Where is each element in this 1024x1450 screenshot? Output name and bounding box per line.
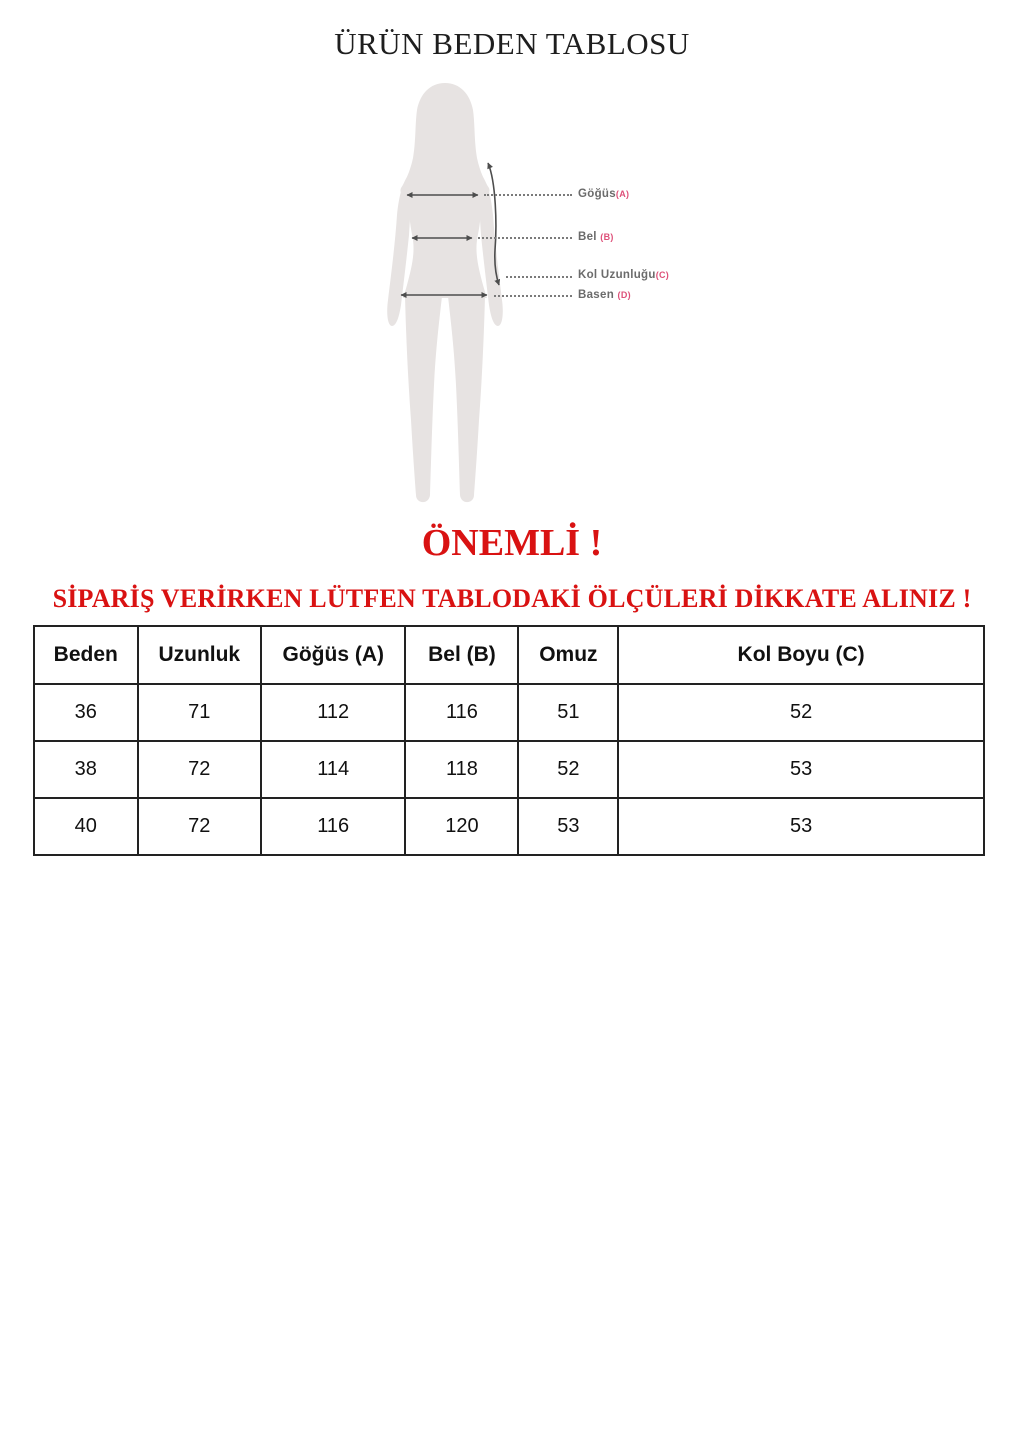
leader-line-chest xyxy=(484,194,572,196)
table-cell: 72 xyxy=(138,798,262,855)
size-table xyxy=(33,625,985,856)
measure-label-waist xyxy=(578,231,614,243)
leader-line-arm xyxy=(506,276,572,278)
table-cell: 51 xyxy=(518,684,618,741)
measure-label-waist-text: Bel xyxy=(578,231,597,243)
measure-label-chest xyxy=(578,188,629,200)
table-row xyxy=(34,684,984,741)
table-header-cell: Uzunluk xyxy=(138,626,262,684)
table-cell: 52 xyxy=(618,684,984,741)
table-cell: 120 xyxy=(405,798,518,855)
table-cell: 114 xyxy=(261,741,405,798)
size-table-body xyxy=(34,684,984,855)
table-cell: 53 xyxy=(518,798,618,855)
measure-label-hip xyxy=(578,289,631,301)
page-title: ÜRÜN BEDEN TABLOSU xyxy=(334,26,690,61)
table-cell: 38 xyxy=(34,741,138,798)
table-cell: 52 xyxy=(518,741,618,798)
warning-text: SİPARİŞ VERİRKEN LÜTFEN TABLODAKİ ÖLÇÜLERİ DİKKATE ALINIZ ! xyxy=(52,584,972,613)
size-table-head xyxy=(34,626,984,684)
table-cell: 71 xyxy=(138,684,262,741)
table-cell: 40 xyxy=(34,798,138,855)
table-cell: 53 xyxy=(618,798,984,855)
table-cell: 112 xyxy=(261,684,405,741)
silhouette-left-leg xyxy=(405,296,442,502)
measure-label-hip-letter: (D) xyxy=(617,290,631,300)
table-header-cell: Omuz xyxy=(518,626,618,684)
leader-line-hip xyxy=(494,295,572,297)
table-cell: 36 xyxy=(34,684,138,741)
measure-label-arm xyxy=(578,269,669,281)
table-header-cell: Göğüs (A) xyxy=(261,626,405,684)
table-cell: 116 xyxy=(405,684,518,741)
table-header-cell: Beden xyxy=(34,626,138,684)
leader-line-waist xyxy=(478,237,572,239)
table-cell: 118 xyxy=(405,741,518,798)
table-row xyxy=(34,798,984,855)
measure-label-chest-letter: (A) xyxy=(615,189,630,199)
table-cell: 116 xyxy=(261,798,405,855)
measure-label-arm-letter: (C) xyxy=(655,270,670,280)
table-header-cell: Bel (B) xyxy=(405,626,518,684)
size-table-header-row xyxy=(34,626,984,684)
measure-label-waist-letter: (B) xyxy=(600,232,614,242)
important-heading: ÖNEMLİ ! xyxy=(421,522,603,564)
measure-label-arm-text: Kol Uzunluğu xyxy=(578,269,656,281)
measure-label-chest-text: Göğüs xyxy=(578,188,616,200)
table-cell: 72 xyxy=(138,741,262,798)
measure-label-hip-text: Basen xyxy=(578,289,615,301)
table-row xyxy=(34,741,984,798)
table-cell: 53 xyxy=(618,741,984,798)
silhouette-right-leg xyxy=(448,296,485,502)
table-header-cell: Kol Boyu (C) xyxy=(618,626,984,684)
